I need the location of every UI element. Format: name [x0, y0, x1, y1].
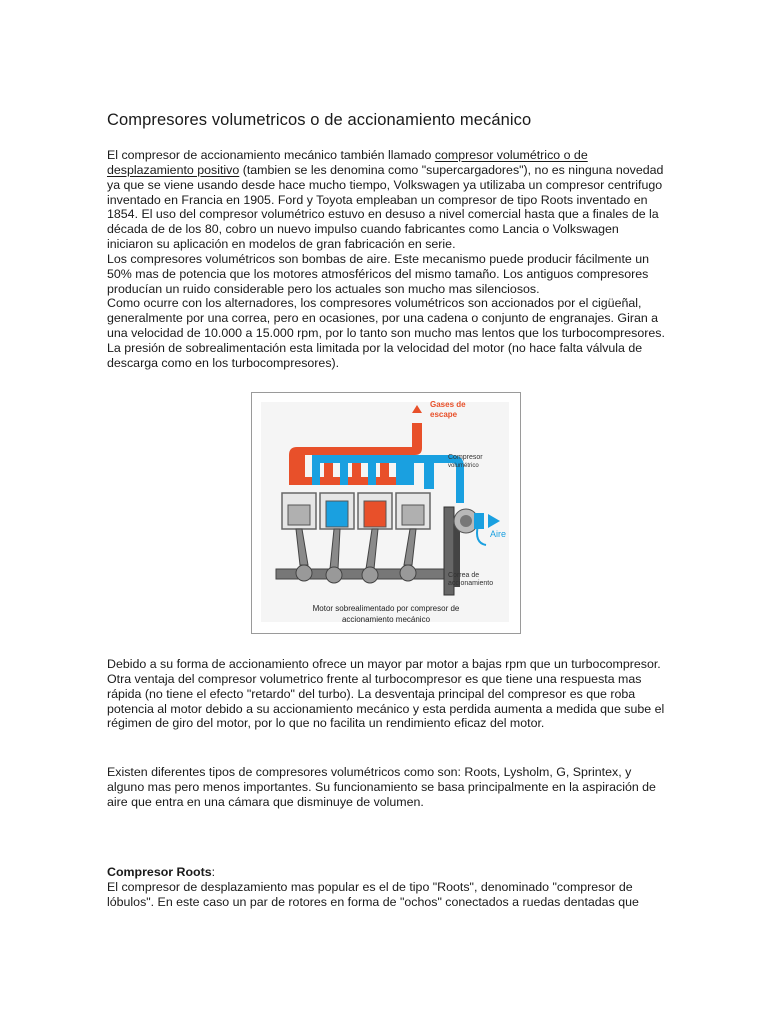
label-correa-2: accionamiento: [448, 580, 494, 587]
paragraph-ventajas: Debido a su forma de accionamiento ofrece un mayor par motor a bajas rpm que un turbocompresor. Otra ventaja del compresor volumetrico frente al turbocompresor es que tiene una respuesta mas rápida (no tiene el efecto "retardo" del turbo). La desventaja principal del compresor es que roba potencia al motor debido a su accionamiento mecánico y esta perdida aumenta a medida que sube el régimen de giro del motor, por lo que no facilita un rendimiento eficaz del motor.: [107, 657, 665, 731]
air-arrow: [488, 514, 500, 528]
figure-caption-1: Motor sobrealimentado por compresor de: [312, 604, 460, 613]
cylinder-3: [358, 493, 392, 529]
intro-paragraph-2: Los compresores volumétricos son bombas de aire. Este mecanismo puede producir fácilmente un 50% mas de potencia que los motores atmosféricos del mismo tamaño. Los antiguos compresores producían un ruido considerable pero los actuales son mucho mas silenciosos.: [107, 251, 650, 296]
paragraph-tipos: Existen diferentes tipos de compresores volumétricos como son: Roots, Lysholm, G, Sprintex, y alguno mas pero menos importantes. Su funcionamiento se basa principalmente en la aspiración de aire que entra en una cámara que disminuye de volumen.: [107, 765, 656, 809]
engine-diagram: [252, 393, 520, 633]
label-compresor-2: volumétrico: [448, 463, 479, 469]
engine-diagram-figure: [251, 392, 521, 634]
roots-section: [107, 865, 667, 910]
roots-heading: Compresor Roots: [107, 865, 212, 879]
label-compresor-1: Compresor: [448, 454, 483, 461]
intro-section: [107, 148, 667, 371]
label-gases: Gases de: [430, 400, 466, 409]
label-aire: Aire: [490, 529, 507, 539]
page-title: Compresores volumetricos o de accionamiento mecánico: [107, 111, 532, 129]
intro-paragraph: [107, 148, 667, 252]
cylinder-4: [396, 493, 430, 529]
connecting-rods: [296, 529, 416, 569]
intro-paragraph-3: Como ocurre con los alternadores, los compresores volumétricos son accionados por el cigüeñal, generalmente por una correa, pero en ocasiones, por una cadena o conjunto de engranajes. Giran a una velocidad de 10.000 a 15.000 rpm, por lo tanto son mucho mas lentos que los turbocompresores. La presión de sobrealimentación esta limitada por la velocidad del motor (no hace falta válvula de descarga como en los turbocompresores).: [107, 296, 665, 370]
roots-heading-line: [107, 865, 667, 880]
label-escape: escape: [430, 410, 458, 419]
roots-paragraph: El compresor de desplazamiento mas popular es el de tipo "Roots", denominado "compresor de lóbulos". En este caso un par de rotores en forma de "ochos" conectados a ruedas dentadas que: [107, 879, 639, 909]
intro-text-before: El compresor de accionamiento mecánico también llamado: [107, 148, 435, 162]
cylinder-1: [282, 493, 316, 529]
figure-caption-2: accionamiento mecánico: [341, 615, 431, 624]
compresor-volumetrico-link[interactable]: compresor volumétrico o de desplazamiento positivo: [107, 148, 588, 177]
exhaust-arrow: [412, 405, 422, 413]
roots-heading-colon: :: [211, 865, 216, 879]
volumetric-compressor: [454, 509, 484, 533]
cylinder-2: [320, 493, 354, 529]
label-correa-1: Correa de: [448, 572, 480, 579]
intro-text-after: (tambien se les denomina como "supercargadores"), no es ninguna novedad ya que se viene usando desde hace mucho tiempo, Volkswagen ya utilizaba un compresor centrifugo inventado en Francia en 1905. Ford y Toyota empleaban un compresor de tipo Roots inventado en 1854. El uso del compresor volumétrico estuvo en desuso a nivel comercial hasta que a finales de la década de de los 80, cobro un nuevo impulso cuando fabricantes como Lancia o Volkswagen iniciaron su aplicación en modelos de gran fabricación en serie.: [107, 162, 664, 252]
